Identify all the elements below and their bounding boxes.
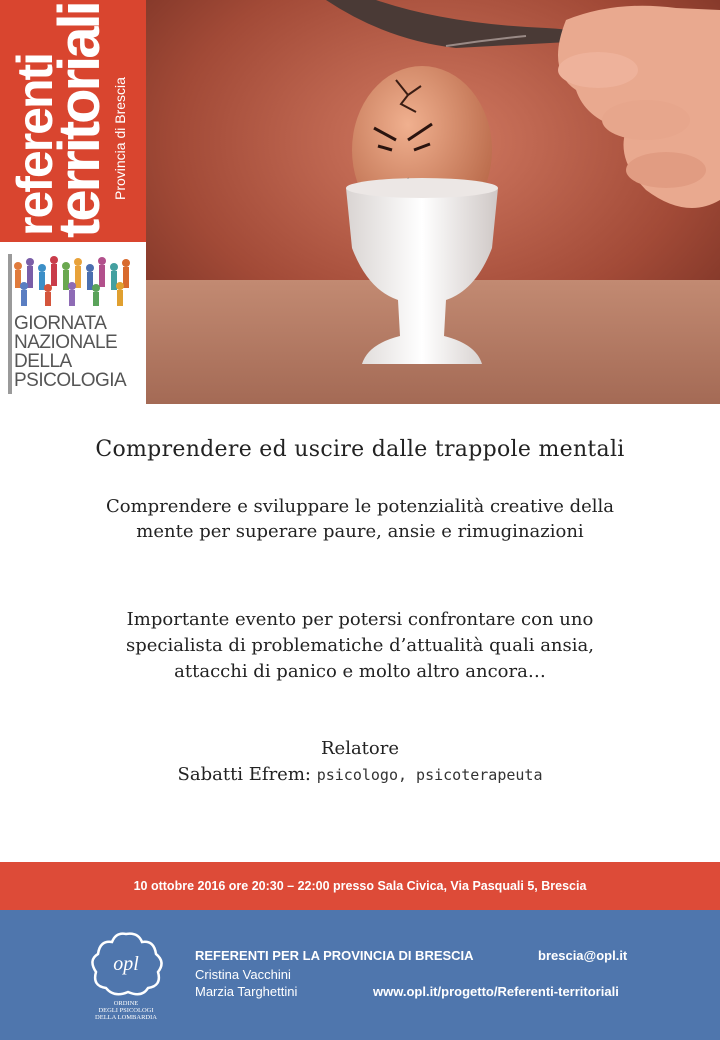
relatore-label: Relatore: [320, 738, 400, 759]
opl-line: DELLA LOMBARDIA: [95, 1014, 157, 1021]
opl-name: [86, 1000, 166, 1021]
referent-name: Marzia Targhettini: [195, 984, 298, 999]
gnp-line: NAZIONALE: [14, 332, 118, 353]
logo-panel: [0, 0, 146, 404]
footer-email-link[interactable]: brescia@opl.it: [538, 948, 628, 963]
relatore-name: Sabatti Efrem:: [177, 764, 317, 785]
logo-province: Provincia di Brescia: [112, 77, 128, 200]
egg-illustration: [146, 0, 720, 404]
event-description: [0, 607, 720, 685]
relatore-role: psicologo, psicoterapeuta: [316, 766, 543, 784]
subtitle: [0, 494, 720, 544]
event-line: specialista di problematiche d’attualità quali ansia,: [126, 635, 594, 656]
opl-emblem-icon: [86, 928, 166, 1000]
egg-photo: [146, 0, 720, 404]
referenti-logo: [0, 0, 146, 242]
gnp-line: PSICOLOGIA: [14, 370, 127, 391]
header-banner: [0, 0, 720, 404]
opl-line: DEGLI PSICOLOGI: [98, 1007, 154, 1014]
event-date-location: 10 ottobre 2016 ore 20:30 – 22:00 presso Sala Civica, Via Pasquali 5, Brescia: [133, 879, 587, 893]
referent-name: Cristina Vacchini: [195, 967, 291, 982]
relatore-info: [0, 764, 720, 785]
footer-title: REFERENTI PER LA PROVINCIA DI BRESCIA: [195, 948, 474, 963]
event-line: attacchi di panico e molto altro ancora…: [174, 661, 546, 682]
gnp-line: GIORNATA: [14, 313, 107, 334]
gnp-line: DELLA: [14, 351, 72, 372]
svg-text:opl: opl: [113, 953, 139, 975]
subtitle-line: mente per superare paure, ansie e rimuginazioni: [136, 521, 584, 542]
giornata-nazionale-logo: [14, 314, 146, 390]
crowd-illustration: [8, 252, 138, 308]
opl-logo: [86, 928, 166, 1028]
footer-url-link[interactable]: www.opl.it/progetto/Referenti-territoriali: [373, 984, 619, 999]
logo-word-territoriali: territoriali: [47, 3, 112, 238]
opl-line: ORDINE: [113, 1000, 139, 1007]
subtitle-line: Comprendere e sviluppare le potenzialità creative della: [105, 496, 614, 517]
footer: [0, 910, 720, 1040]
event-line: Importante evento per potersi confrontare con uno: [126, 609, 594, 630]
date-band: [0, 862, 720, 910]
logo-word-referenti: referenti: [7, 53, 63, 236]
page-title: Comprendere ed uscire dalle trappole mentali: [95, 437, 625, 462]
